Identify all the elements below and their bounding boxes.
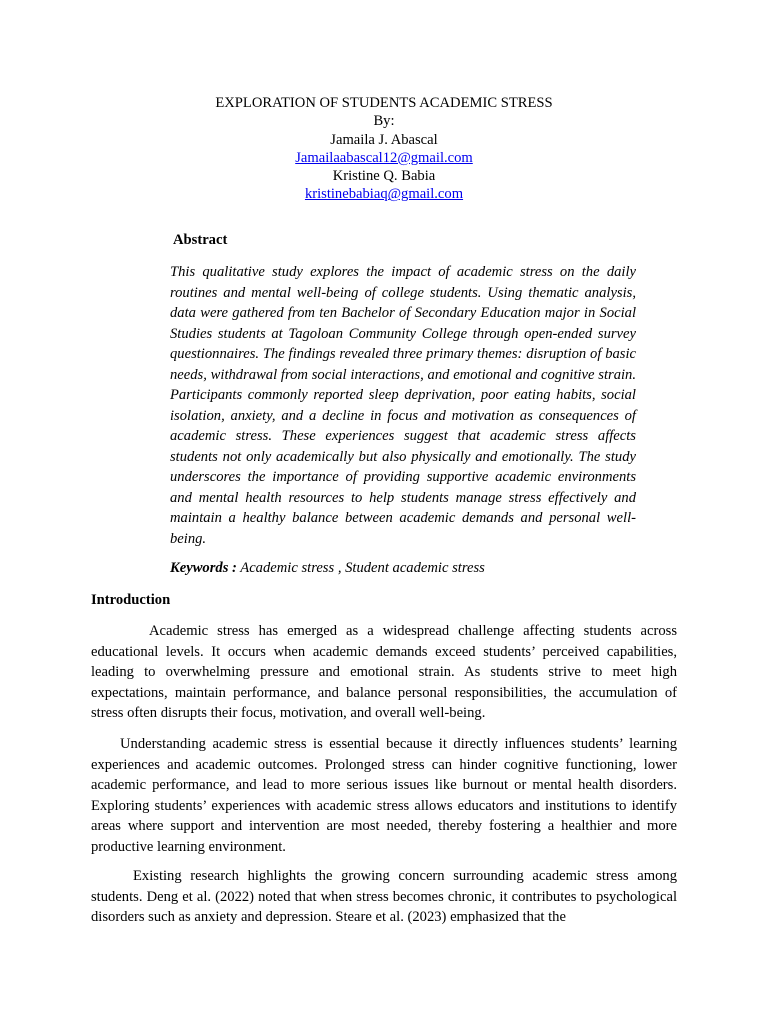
intro-paragraph-1: Academic stress has emerged as a widespread challenge affecting students across educational levels. It occurs when academic demands exceed students’ perceived capabilities, leading to overwhelming pressure and emotional strain. As students strive to meet high expectations, maintain performance, and balance personal responsibilities, the accumulation of stress often disrupts their focus, motivation, and overall well-being. (91, 623, 677, 722)
abstract-body: This qualitative study explores the impact of academic stress on the daily routines and mental well-being of college students. Using thematic analysis, data were gathered from ten Bachelor of Secondary Education major in Social Studies students at Tagoloan Community College through open-ended survey questionnaires. The findings revealed three primary themes: disruption of basic needs, withdrawal from social interactions, and emotional and cognitive strain. Participants commonly reported sleep deprivation, poor eating habits, social isolation, anxiety, and a decline in focus and motivation as consequences of academic stress. These experiences suggest that academic stress affects students not only academically but also physically and emotionally. The study underscores the importance of providing supportive academic environments and mental health resources to help students manage stress effectively and maintain a healthy balance between academic demands and personal well-being. (170, 264, 636, 547)
title-block (0, 94, 768, 204)
abstract-heading: Abstract (173, 232, 228, 248)
keywords-label: Keywords : (170, 560, 237, 576)
by-line: By: (373, 113, 395, 130)
author-1-name: Jamaila J. Abascal (330, 131, 438, 148)
keywords-text: Academic stress , Student academic stress (236, 560, 485, 576)
introduction-heading: Introduction (91, 592, 171, 608)
intro-paragraph-2: Understanding academic stress is essential because it directly influences students’ learning experiences and academic outcomes. Prolonged stress can hinder cognitive functioning, lower academic performance, and lead to more serious issues like burnout or mental health disorders. Exploring students’ experiences with academic stress allows educators and institutions to identify areas where support and intervention are most needed, thereby fostering a healthier and more productive learning environment. (91, 736, 677, 855)
author-2-email-link[interactable]: kristinebabiaq@gmail.com (304, 186, 464, 203)
author-1-email-link[interactable]: Jamailaabascal12@gmail.com (295, 149, 473, 166)
keywords-line (170, 559, 636, 577)
paper-title: EXPLORATION OF STUDENTS ACADEMIC STRESS (215, 95, 553, 111)
intro-paragraph-3: Existing research highlights the growing concern surrounding academic stress among students. Deng et al. (2022) noted that when stress becomes chronic, it contributes to psychological disorders such as anxiety and depression. Steare et al. (2023) emphasized that the (91, 868, 677, 926)
author-2-name: Kristine Q. Babia (332, 168, 436, 185)
